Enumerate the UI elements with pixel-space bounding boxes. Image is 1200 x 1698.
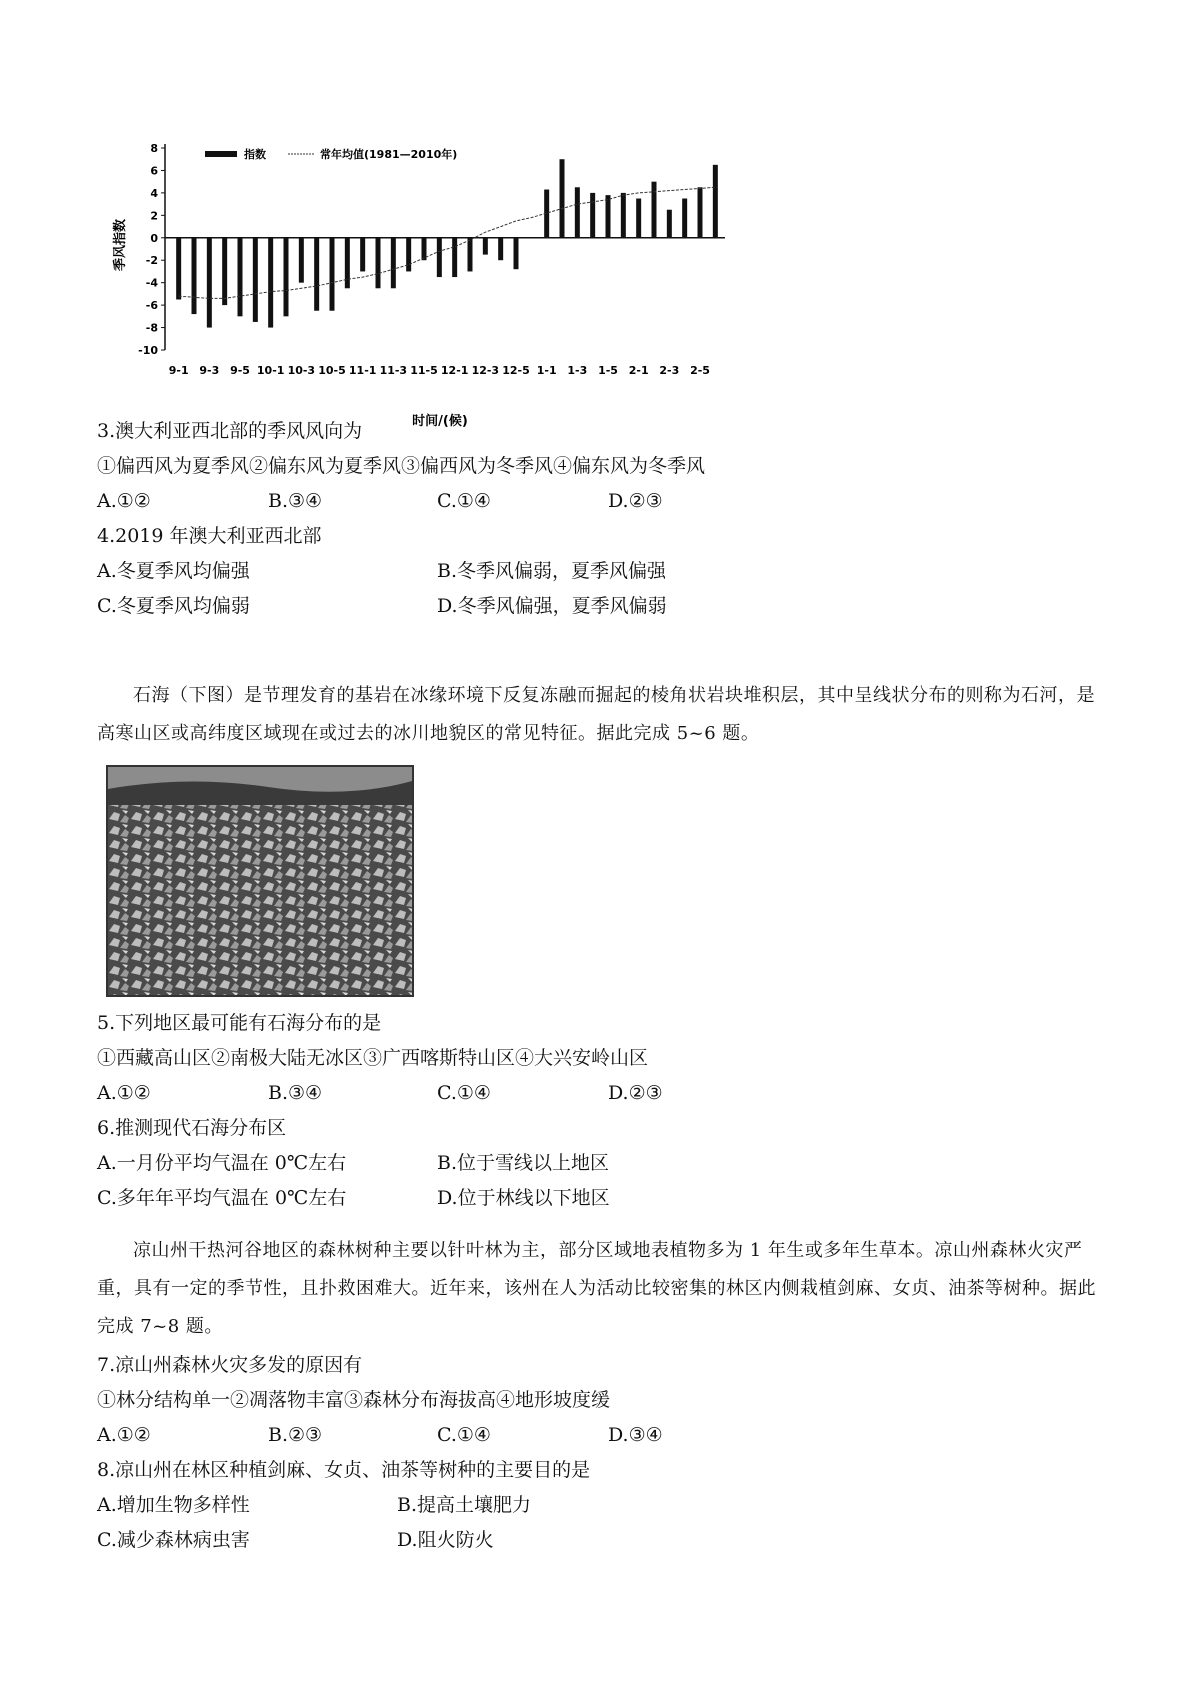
index-bar <box>222 238 227 305</box>
x-tick-label: 9-1 <box>168 364 189 377</box>
x-tick-label: 11-3 <box>379 364 408 377</box>
x-tick-label: 12-3 <box>471 364 500 377</box>
index-bar <box>483 238 488 255</box>
index-bar <box>238 238 243 317</box>
index-bar <box>636 199 641 238</box>
q3-option-d[interactable]: D.②③ <box>608 490 663 512</box>
y-axis-label: 季风指数 <box>113 218 128 272</box>
q5-stem: 5.下列地区最可能有石海分布的是 <box>97 1012 382 1034</box>
y-tick-label: -10 <box>138 344 158 357</box>
q4-option-b[interactable]: B.冬季风偏弱，夏季风偏强 <box>437 560 667 582</box>
index-bar <box>330 238 335 311</box>
x-tick-label: 1-5 <box>598 364 618 377</box>
y-tick-label: -2 <box>145 254 158 268</box>
index-bar <box>268 238 273 328</box>
index-bar <box>514 238 519 269</box>
q3-option-a[interactable]: A.①② <box>97 490 151 512</box>
q7-option-a[interactable]: A.①② <box>97 1424 151 1446</box>
x-tick-label: 10-5 <box>318 364 346 377</box>
y-tick-label: -8 <box>145 321 158 335</box>
q6-option-c[interactable]: C.多年年平均气温在 0℃左右 <box>97 1187 347 1209</box>
q8-option-c[interactable]: C.减少森林病虫害 <box>97 1529 250 1551</box>
y-tick-label: 6 <box>150 164 158 178</box>
q4-stem: 4.2019 年澳大利亚西北部 <box>97 525 322 547</box>
x-tick-label: 9-5 <box>230 364 250 377</box>
q7-statements: ①林分结构单一②凋落物丰富③森林分布海拔高④地形坡度缓 <box>97 1389 611 1411</box>
index-bar <box>682 199 687 238</box>
index-bar <box>437 238 442 277</box>
index-bar <box>575 187 580 238</box>
x-tick-label: 1-1 <box>536 364 557 377</box>
monsoon-index-chart <box>110 140 800 430</box>
q6-option-b[interactable]: B.位于雪线以上地区 <box>437 1152 610 1174</box>
legend-line-label: 常年均值(1981—2010年) <box>320 148 458 161</box>
q6-option-d[interactable]: D.位于林线以下地区 <box>437 1187 610 1209</box>
q5-option-a[interactable]: A.①② <box>97 1082 151 1104</box>
index-bar <box>560 159 565 238</box>
q5-option-b[interactable]: B.③④ <box>268 1082 323 1104</box>
index-bar <box>376 238 381 289</box>
index-bar <box>452 238 457 277</box>
q8-option-b[interactable]: B.提高土壤肥力 <box>397 1494 532 1516</box>
index-bar <box>284 238 289 317</box>
y-tick-label: -4 <box>145 276 158 290</box>
index-bar <box>713 165 718 238</box>
index-bar <box>667 210 672 238</box>
q3-option-c[interactable]: C.①④ <box>437 490 491 512</box>
q4-option-d[interactable]: D.冬季风偏强，夏季风偏弱 <box>437 595 667 617</box>
x-tick-label: 2-1 <box>628 364 649 377</box>
y-tick-label: 4 <box>150 186 158 200</box>
x-tick-label: 10-3 <box>287 364 316 377</box>
q6-option-a[interactable]: A.一月份平均气温在 0℃左右 <box>97 1152 347 1174</box>
index-bar <box>698 187 703 238</box>
index-bar <box>468 238 473 272</box>
index-bar <box>345 238 350 289</box>
index-bar <box>299 238 304 283</box>
index-bar <box>314 238 319 311</box>
q5-option-d[interactable]: D.②③ <box>608 1082 663 1104</box>
x-tick-label: 11-1 <box>348 364 377 377</box>
x-tick-label: 11-5 <box>410 364 438 377</box>
q8-option-a[interactable]: A.增加生物多样性 <box>97 1494 250 1516</box>
q6-stem: 6.推测现代石海分布区 <box>97 1117 287 1139</box>
x-tick-label: 12-1 <box>440 364 469 377</box>
index-bar <box>406 238 411 272</box>
y-tick-label: 2 <box>150 209 158 223</box>
q3-option-b[interactable]: B.③④ <box>268 490 323 512</box>
y-tick-label: -6 <box>145 299 158 313</box>
q3-stem: 3.澳大利亚西北部的季风风向为 <box>97 420 363 442</box>
index-bar <box>606 195 611 238</box>
index-bar <box>652 182 657 238</box>
x-tick-label: 10-1 <box>256 364 285 377</box>
x-tick-label: 2-5 <box>690 364 710 377</box>
x-axis-label: 时间/(候) <box>412 414 468 429</box>
x-tick-label: 2-3 <box>659 364 680 377</box>
passage-stone-sea: 石海（下图）是节理发育的基岩在冰缘环境下反复冻融而掘起的棱角状岩块堆积层，其中呈线状分布的则称为石河，是高寒山区或高纬度区域现在或过去的冰川地貌区的常见特征。据此完成 5~6 题。 <box>97 685 1095 744</box>
q7-option-b[interactable]: B.②③ <box>268 1424 323 1446</box>
q4-option-c[interactable]: C.冬夏季风均偏弱 <box>97 595 250 617</box>
index-bar <box>360 238 365 272</box>
y-tick-label: 0 <box>150 231 158 245</box>
x-tick-label: 12-5 <box>502 364 530 377</box>
q3-statements: ①偏西风为夏季风②偏东风为夏季风③偏西风为冬季风④偏东风为冬季风 <box>97 455 706 477</box>
index-bar <box>621 193 626 238</box>
x-tick-label: 9-3 <box>199 364 220 377</box>
q7-option-c[interactable]: C.①④ <box>437 1424 491 1446</box>
index-bar <box>192 238 197 314</box>
q8-stem: 8.凉山州在林区种植剑麻、女贞、油茶等树种的主要目的是 <box>97 1459 591 1481</box>
q8-option-d[interactable]: D.阻火防火 <box>397 1529 494 1551</box>
legend-bar-label: 指数 <box>244 148 266 161</box>
index-bar <box>590 193 595 238</box>
q5-option-c[interactable]: C.①④ <box>437 1082 491 1104</box>
index-bar <box>176 238 181 300</box>
normal-average-line <box>179 187 716 298</box>
q7-option-d[interactable]: D.③④ <box>608 1424 663 1446</box>
index-bar <box>253 238 258 322</box>
index-bar <box>207 238 212 328</box>
index-bar <box>391 238 396 289</box>
x-tick-label: 1-3 <box>567 364 588 377</box>
passage-liangshan: 凉山州干热河谷地区的森林树种主要以针叶林为主，部分区域地表植物多为 1 年生或多年生草本。凉山州森林火灾严重，具有一定的季节性，且扑救困难大。近年来，该州在人为活动比较密集的林区内侧栽植剑麻、女贞、油茶等树种。据此完成 7~8 题。 <box>97 1240 1096 1337</box>
index-bar <box>498 238 503 260</box>
stone-sea-photo <box>106 765 414 997</box>
q4-option-a[interactable]: A.冬夏季风均偏强 <box>97 560 250 582</box>
legend-bar-swatch <box>205 151 237 157</box>
q5-statements: ①西藏高山区②南极大陆无冰区③广西喀斯特山区④大兴安岭山区 <box>97 1047 649 1069</box>
y-tick-label: 8 <box>150 142 158 155</box>
q7-stem: 7.凉山州森林火灾多发的原因有 <box>97 1354 363 1376</box>
